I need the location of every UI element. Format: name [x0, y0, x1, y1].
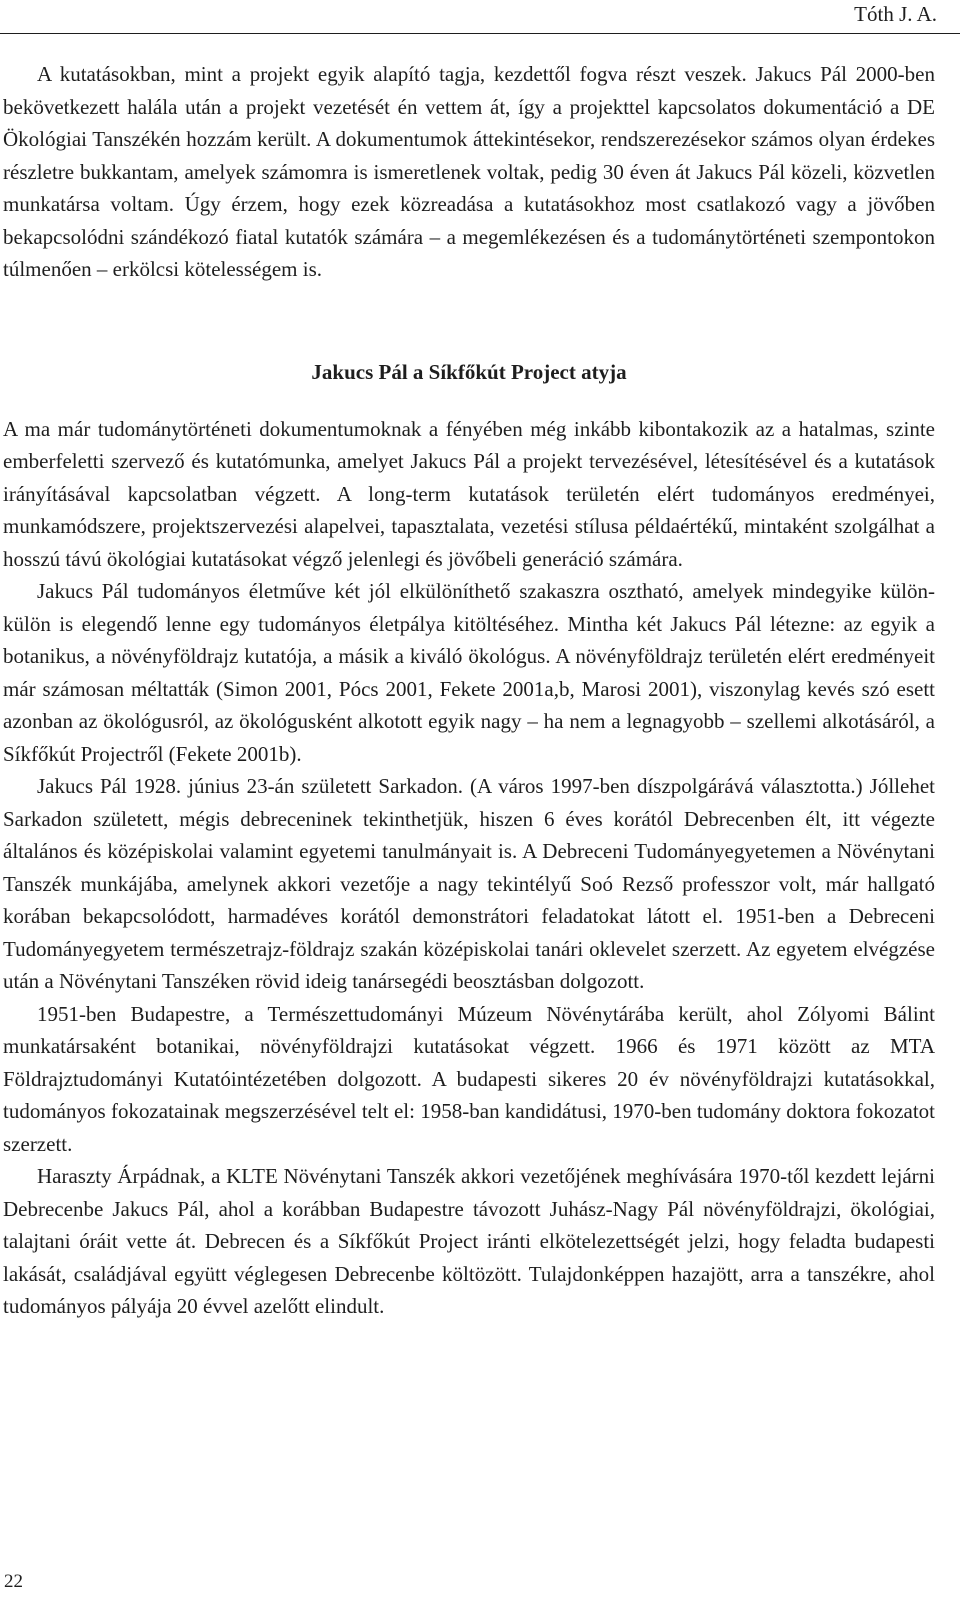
page-body [3, 58, 935, 1323]
running-head: Tóth J. A. [854, 2, 937, 26]
header-rule [0, 33, 960, 34]
page-number: 22 [4, 1571, 23, 1592]
section-heading: Jakucs Pál a Síkfőkút Project atyja [311, 359, 627, 384]
body-paragraph: 1951-ben Budapestre, a Természettudományi Múzeum Növénytárába került, ahol Zólyomi Bálint munkatársaként botanikai, növényföldrajzi kutatásokat végzett. 1966 és 1971 között az MTA Földrajztudományi Kutatóintézetében dolgozott. A budapesti sikeres 20 év növényföldrajzi kutatásokkal, tudományos fokozatainak megszerzésével telt el: 1958-ban kandidátusi, 1970-ben tudomány doktora fokozatot szerzett. [3, 1001, 935, 1156]
body-paragraph: Jakucs Pál 1928. június 23-án született Sarkadon. (A város 1997-ben díszpolgárává választotta.) Jóllehet Sarkadon született, mégis debreceninek tekinthetjük, hiszen 6 éves korától Debrecenben élt, itt végezte általános és középiskolai valamint egyetemi tanulmányait is. A Debreceni Tudományegyetemen a Növénytani Tanszék munkájába, amelynek akkori vezetője a nagy tekintélyű Soó Rezső professzor volt, már hallgató korában bekapcsolódott, harmadéves korától demonstrátori feladatokat látott el. 1951-ben a Debreceni Tudományegyetem természetrajz-földrajz szakán középiskolai tanári oklevelet szerzett. Az egyetem elvégzése után a Növénytani Tanszéken rövid ideig tanársegédi beosztásban dolgozott. [3, 774, 935, 993]
body-paragraph: Haraszty Árpádnak, a KLTE Növénytani Tanszék akkori vezetőjének meghívására 1970-től kezdett lejárni Debrecenbe Jakucs Pál, ahol a korábban Budapestre távozott Juhász-Nagy Pál növényföldrajzi, ökológiai, talajtani óráit vette át. Debrecen és a Síkfőkút Project iránti elkötelezettségét jelzi, hogy feladta budapesti lakását, családjával együtt véglegesen Debrecenbe költözött. Tulajdonképpen hazajött, arra a tanszékre, ahol tudományos pályája 20 évvel azelőtt elindult. [3, 1164, 935, 1318]
intro-paragraph: A kutatásokban, mint a projekt egyik alapító tagja, kezdettől fogva részt veszek. Jakucs Pál 2000-ben bekövetkezett halála után a projekt vezetését én vettem át, így a projekttel kapcsolatos dokumentáció a DE Ökológiai Tanszékén hozzám került. A dokumentumok áttekintésekor, rendszerezésekor számos olyan érdekes részletre bukkantam, amelyek számomra is ismeretlenek voltak, pedig 30 éven át Jakucs Pál közeli, közvetlen munkatársa voltam. Úgy érzem, hogy ezek közreadása a kutatásokhoz most csatlakozó vagy a jövőben bekapcsolódni szándékozó fiatal kutatók számára – a megemlékezésen és a tudománytörténeti szempontokon túlmenően – erkölcsi kötelességem is. [3, 62, 935, 281]
body-paragraph: Jakucs Pál tudományos életműve két jól elkülöníthető szakaszra osztható, amelyek mindegyike külön-külön is elegendő lenne egy tudományos életpálya kitöltéséhez. Mintha két Jakucs Pál létezne: az egyik a botanikus, a növényföldrajz kutatója, a másik a kiváló ökológus. A növényföldrajz területén elért eredményeit már számosan méltatták (Simon 2001, Pócs 2001, Fekete 2001a,b, Marosi 2001), viszonylag kevés szó esett azonban az ökológusról, az ökológusként alkotott egyik nagy – ha nem a legnagyobb – szellemi alkotásáról, a Síkfőkút Projectről (Fekete 2001b). [3, 579, 935, 766]
body-paragraph: A ma már tudománytörténeti dokumentumoknak a fényében még inkább kibontakozik az a hatalmas, szinte emberfeletti szervező és kutatómunka, amelyet Jakucs Pál a projekt tervezésével, létesítésével és a kutatások irányításával kapcsolatban végzett. A long-term kutatások területén elért tudományos eredményei, munkamódszere, projektszervezési alapelvei, tapasztalata, vezetési stílusa példaértékű, mintaként szolgálhat a hosszú távú ökológiai kutatásokat végző jelenlegi és jövőbeli generáció számára. [3, 416, 935, 571]
